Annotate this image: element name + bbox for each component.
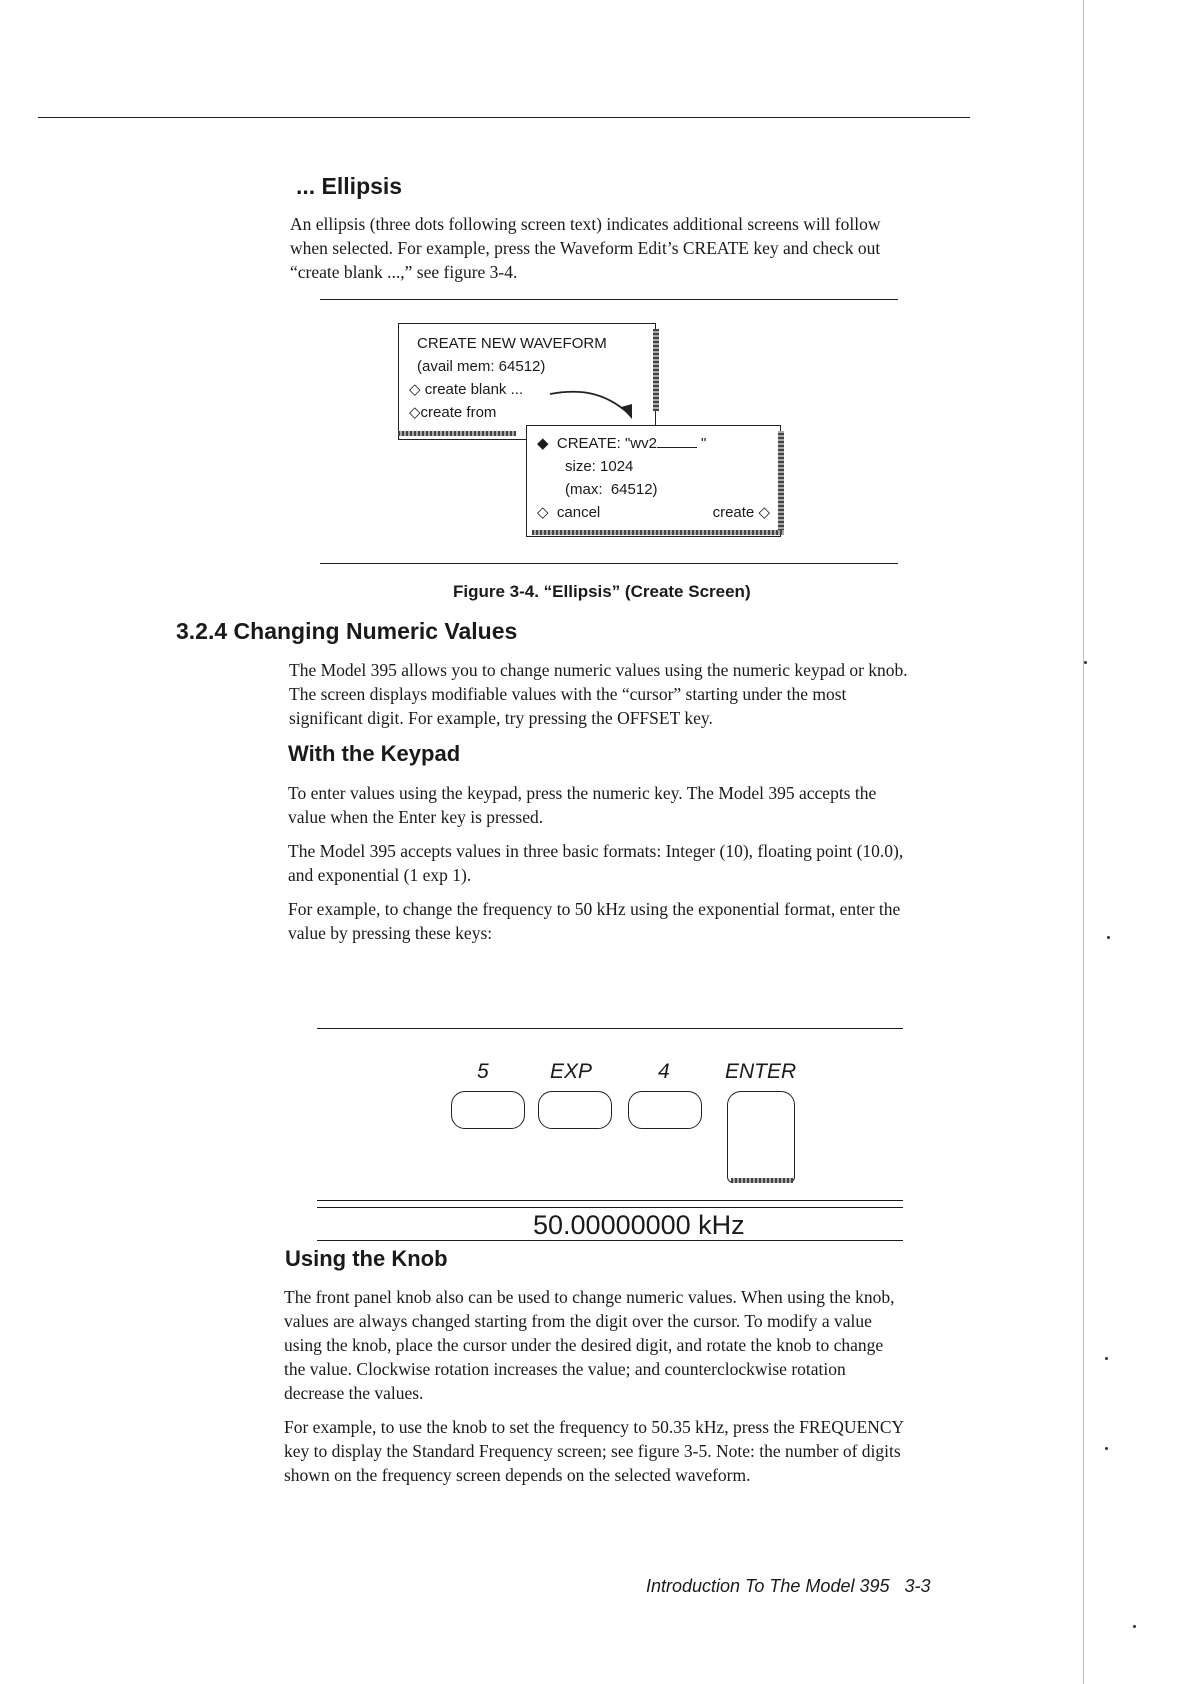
figure-3-4-caption: Figure 3-4. “Ellipsis” (Create Screen) xyxy=(453,582,751,601)
footer-page: 3-3 xyxy=(904,1576,931,1596)
key-figure-bottom-rule xyxy=(317,1240,903,1241)
hollow-diamond-icon: ◇ xyxy=(409,381,421,398)
screen1-shadow-bottom xyxy=(398,431,516,436)
keypad-p3-l1: For example, to change the frequency to 50 kHz using the exponential format, enter the xyxy=(288,899,901,919)
keypad-p3 xyxy=(288,897,1008,945)
knob-p1 xyxy=(284,1285,1004,1405)
ellipsis-paragraph xyxy=(290,212,990,284)
keypad-p1-l1: To enter values using the keypad, press the numeric key. The Model 395 accepts the xyxy=(288,783,877,803)
figure-3-4-top-rule xyxy=(320,299,898,300)
screen2-max: (max: 64512) xyxy=(565,481,658,498)
footer-title: Introduction To The Model 395 xyxy=(646,1576,890,1596)
screen2-create: create xyxy=(712,504,755,521)
knob-p2-l1: For example, to use the knob to set the frequency to 50.35 kHz, press the FREQUENCY xyxy=(284,1417,905,1437)
s324-line-2: The screen displays modifiable values with the “cursor” starting under the most xyxy=(289,684,847,704)
keypad-heading: With the Keypad xyxy=(288,741,461,766)
hollow-diamond-icon: ◇ xyxy=(758,504,770,521)
section-324-heading: 3.2.4 Changing Numeric Values xyxy=(176,618,518,644)
scan-margin-line xyxy=(1083,0,1084,1684)
knob-p1-l4: the value. Clockwise rotation increases the value; and counterclockwise rotation xyxy=(284,1359,846,1379)
knob-p2 xyxy=(284,1415,1004,1487)
figure-3-4-bottom-rule xyxy=(320,563,898,564)
screen2-name-line xyxy=(527,432,780,455)
create-name-screen xyxy=(526,425,781,537)
screen2-cancel: cancel xyxy=(556,504,601,521)
top-rule xyxy=(38,117,970,118)
screen2-create-wrap xyxy=(713,501,770,524)
keypad-p2-l2: and exponential (1 exp 1). xyxy=(288,865,472,885)
hollow-diamond-icon: ◇ xyxy=(537,504,549,521)
keypad-paragraphs xyxy=(288,781,1008,955)
page-footer xyxy=(646,1576,931,1597)
screen2-bottom-row xyxy=(527,501,780,524)
s324-line-1: The Model 395 allows you to change numeric values using the numeric keypad or knob. xyxy=(289,660,908,680)
keypad-p3-l2: value by pressing these keys: xyxy=(288,923,493,943)
scan-speck xyxy=(1105,1357,1108,1360)
hollow-diamond-icon: ◇ xyxy=(409,404,421,421)
screen2-name-tail: " xyxy=(700,435,707,452)
screen2-shadow-bottom xyxy=(532,530,784,535)
keypad-p1-l2: value when the Enter key is pressed. xyxy=(288,807,544,827)
screen2-size: size: 1024 xyxy=(565,458,634,475)
knob-paragraphs xyxy=(284,1285,1004,1497)
key-enter xyxy=(727,1091,795,1183)
key-exp xyxy=(538,1091,612,1129)
knob-heading: Using the Knob xyxy=(285,1246,448,1271)
enter-key-shadow xyxy=(731,1178,793,1183)
screen1-shadow-right xyxy=(653,329,659,411)
create-blank-label: create blank ... xyxy=(424,381,524,398)
key-label-4: 4 xyxy=(658,1060,670,1083)
screen2-shadow-right xyxy=(778,431,784,535)
knob-p2-l3: shown on the frequency screen depends on the selected waveform. xyxy=(284,1465,751,1485)
key-label-5: 5 xyxy=(477,1060,489,1083)
screen2-name-label: CREATE: "wv2 xyxy=(556,435,657,452)
scan-speck xyxy=(1107,936,1110,939)
screen1-mem: (avail mem: 64512) xyxy=(417,358,546,375)
section-324-paragraph xyxy=(289,658,1009,730)
knob-p1-l2: values are always changed starting from the digit over the cursor. To modify a value xyxy=(284,1311,872,1331)
scan-speck xyxy=(1105,1447,1108,1450)
keypad-p2 xyxy=(288,839,1008,887)
key-label-exp: EXP xyxy=(550,1060,593,1083)
s324-line-3: significant digit. For example, try pressing the OFFSET key. xyxy=(289,708,713,728)
key-5 xyxy=(451,1091,525,1129)
knob-p2-l2: key to display the Standard Frequency screen; see figure 3-5. Note: the number of digits xyxy=(284,1441,901,1461)
ellipsis-line-3: “create blank ...,” see figure 3-4. xyxy=(290,262,518,282)
key-figure-top-rule xyxy=(317,1028,903,1029)
key-label-enter: ENTER xyxy=(725,1060,797,1083)
key-figure-rule-1 xyxy=(317,1200,903,1201)
name-cursor-underline xyxy=(657,433,697,448)
scan-speck xyxy=(1084,661,1087,664)
keypad-p1 xyxy=(288,781,1008,829)
knob-p1-l5: decrease the values. xyxy=(284,1383,424,1403)
knob-p1-l1: The front panel knob also can be used to change numeric values. When using the knob, xyxy=(284,1287,895,1307)
ellipsis-heading: ... Ellipsis xyxy=(296,173,403,199)
key-figure-rule-2 xyxy=(317,1207,903,1208)
ellipsis-line-1: An ellipsis (three dots following screen text) indicates additional screens will follow xyxy=(290,214,881,234)
filled-diamond-icon: ◆ xyxy=(537,435,549,452)
scan-speck xyxy=(1133,1625,1136,1628)
ellipsis-line-2: when selected. For example, press the Waveform Edit’s CREATE key and check out xyxy=(290,238,881,258)
create-from-label: create from xyxy=(420,404,497,421)
frequency-readout: 50.00000000 kHz xyxy=(533,1210,745,1240)
knob-p1-l3: using the knob, place the cursor under the desired digit, and rotate the knob to change xyxy=(284,1335,884,1355)
keypad-p2-l1: The Model 395 accepts values in three basic formats: Integer (10), floating point (10.0), xyxy=(288,841,904,861)
key-4 xyxy=(628,1091,702,1129)
screen1-title: CREATE NEW WAVEFORM xyxy=(417,335,607,352)
